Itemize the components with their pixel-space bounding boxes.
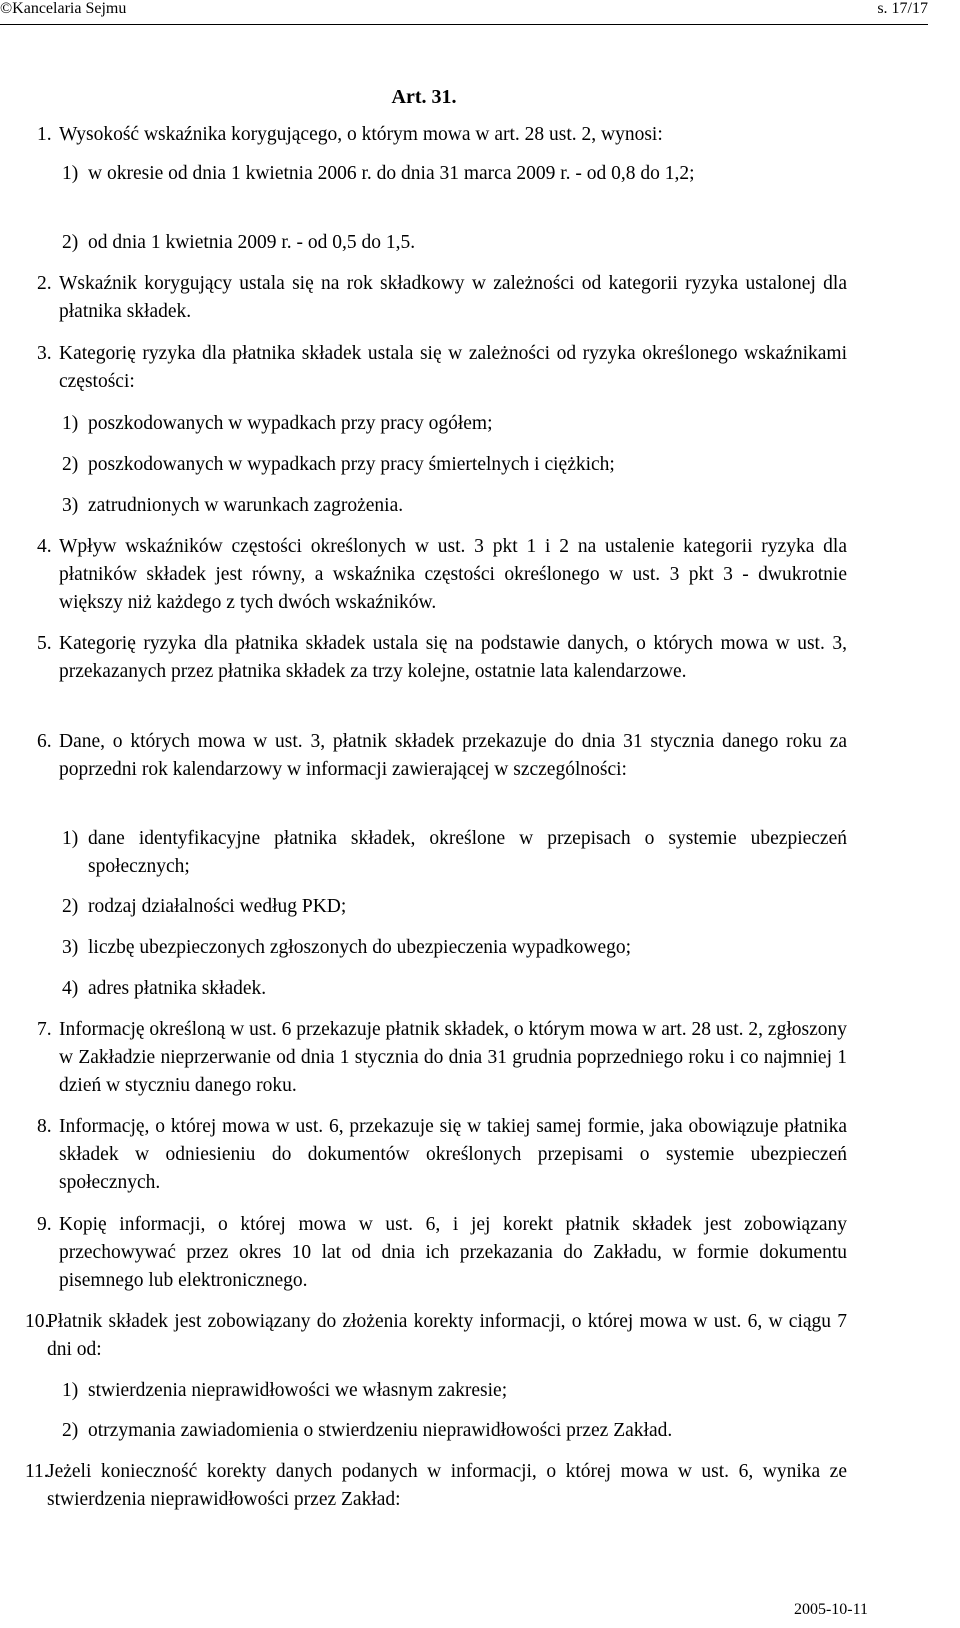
point-6-2: [62, 893, 847, 921]
point-3-2: [62, 451, 847, 479]
paragraph-text: Kategorię ryzyka dla płatnika składek ustala się w zależności od ryzyka określonego wskaźnikami częstości:: [59, 343, 847, 392]
point-text: rodzaj działalności według PKD;: [88, 896, 347, 917]
point-number: 2): [62, 1420, 79, 1441]
paragraph-number: 11.: [25, 1461, 49, 1482]
paragraph-number: 3.: [37, 343, 52, 364]
point-10-2: [62, 1417, 847, 1445]
paragraph-number: 1.: [37, 124, 52, 145]
point-3-1: [62, 410, 847, 438]
paragraph-text: Płatnik składek jest zobowiązany do złożenia korekty informacji, o której mowa w ust. 6, w ciągu 7 dni od:: [47, 1311, 847, 1360]
point-text: zatrudnionych w warunkach zagrożenia.: [88, 495, 404, 516]
publisher-label: ©Kancelaria Sejmu: [0, 0, 127, 17]
page-header: [0, 0, 928, 25]
point-6-1: [62, 825, 847, 881]
point-text: od dnia 1 kwietnia 2009 r. - od 0,5 do 1,5.: [88, 232, 416, 253]
paragraph-number: 2.: [37, 273, 52, 294]
paragraph-4: [37, 533, 847, 617]
point-number: 4): [62, 978, 79, 999]
paragraph-text: Kategorię ryzyka dla płatnika składek ustala się na podstawie danych, o których mowa w ust. 3, przekazanych przez płatnika składek za trzy kolejne, ostatnie lata kalendarzowe.: [59, 633, 847, 682]
point-10-1: [62, 1377, 847, 1405]
paragraph-1: [37, 121, 847, 149]
point-6-4: [62, 975, 847, 1003]
point-1-1: [62, 160, 847, 188]
paragraph-text: Wysokość wskaźnika korygującego, o którym mowa w art. 28 ust. 2, wynosi:: [59, 124, 663, 145]
point-text: poszkodowanych w wypadkach przy pracy ogółem;: [88, 413, 493, 434]
paragraph-5: [37, 630, 847, 686]
footer-date: 2005-10-11: [793, 1601, 868, 1618]
paragraph-number: 5.: [37, 633, 52, 654]
point-text: stwierdzenia nieprawidłowości we własnym zakresie;: [88, 1380, 508, 1401]
paragraph-number: 10.: [25, 1311, 50, 1332]
header-divider: [0, 24, 928, 25]
paragraph-text: Wpływ wskaźników częstości określonych w ust. 3 pkt 1 i 2 na ustalenie kategorii ryzyka dla płatników składek jest równy, a wskaźnika częstości określonego w ust. 3 pkt 3 - dwukrotnie większy niż każdego z tych dwóch wskaźników.: [59, 536, 847, 613]
paragraph-text: Informację, o której mowa w ust. 6, przekazuje się w takiej samej formie, jaka obowiązuje płatnika składek w odniesieniu do dokumentów określonych przepisami o systemie ubezpieczeń społecznych.: [59, 1116, 847, 1193]
paragraph-11: [25, 1458, 847, 1514]
point-number: 3): [62, 937, 79, 958]
point-number: 2): [62, 896, 79, 917]
point-text: dane identyfikacyjne płatnika składek, określone w przepisach o systemie ubezpieczeń społecznych;: [88, 828, 847, 877]
point-number: 3): [62, 495, 79, 516]
point-1-2: [62, 229, 847, 257]
paragraph-8: [37, 1113, 847, 1197]
point-text: otrzymania zawiadomienia o stwierdzeniu nieprawidłowości przez Zakład.: [88, 1420, 673, 1441]
paragraph-number: 9.: [37, 1214, 52, 1235]
point-number: 1): [62, 163, 79, 184]
point-number: 2): [62, 232, 79, 253]
paragraph-6: [37, 728, 847, 784]
paragraph-9: [37, 1211, 847, 1295]
paragraph-text: Kopię informacji, o której mowa w ust. 6, i jej korekt płatnik składek jest zobowiązany przechowywać przez okres 10 lat od dnia ich przekazania do Zakładu, w formie dokumentu pisemnego lub elektronicznego.: [59, 1214, 847, 1291]
page-number: s. 17/17: [877, 0, 928, 17]
paragraph-number: 7.: [37, 1019, 52, 1040]
paragraph-text: Jeżeli konieczność korekty danych podanych w informacji, o której mowa w ust. 6, wynika ze stwierdzenia nieprawidłowości przez Zakład:: [47, 1461, 847, 1510]
point-number: 1): [62, 828, 79, 849]
point-number: 1): [62, 1380, 79, 1401]
article-title: Art. 31.: [391, 86, 457, 108]
paragraph-10: [25, 1308, 847, 1364]
point-text: poszkodowanych w wypadkach przy pracy śmiertelnych i ciężkich;: [88, 454, 615, 475]
point-3-3: [62, 492, 847, 520]
paragraph-number: 8.: [37, 1116, 52, 1137]
point-6-3: [62, 934, 847, 962]
paragraph-3: [37, 340, 847, 396]
paragraph-text: Informację określoną w ust. 6 przekazuje płatnik składek, o którym mowa w art. 28 ust. 2, zgłoszony w Zakładzie nieprzerwanie od dnia 1 stycznia do dnia 31 grudnia poprzedniego roku i co najmniej 1 dzień w styczniu danego roku.: [59, 1019, 847, 1096]
paragraph-text: Wskaźnik korygujący ustala się na rok składkowy w zależności od kategorii ryzyka ustalonej dla płatnika składek.: [59, 273, 847, 322]
paragraph-number: 6.: [37, 731, 52, 752]
point-number: 1): [62, 413, 79, 434]
point-text: w okresie od dnia 1 kwietnia 2006 r. do dnia 31 marca 2009 r. - od 0,8 do 1,2;: [88, 163, 695, 184]
point-text: liczbę ubezpieczonych zgłoszonych do ubezpieczenia wypadkowego;: [88, 937, 632, 958]
paragraph-text: Dane, o których mowa w ust. 3, płatnik składek przekazuje do dnia 31 stycznia danego roku za poprzedni rok kalendarzowy w informacji zawierającej w szczególności:: [59, 731, 847, 780]
point-number: 2): [62, 454, 79, 475]
point-text: adres płatnika składek.: [88, 978, 267, 999]
paragraph-2: [37, 270, 847, 326]
paragraph-7: [37, 1016, 847, 1100]
paragraph-number: 4.: [37, 536, 52, 557]
